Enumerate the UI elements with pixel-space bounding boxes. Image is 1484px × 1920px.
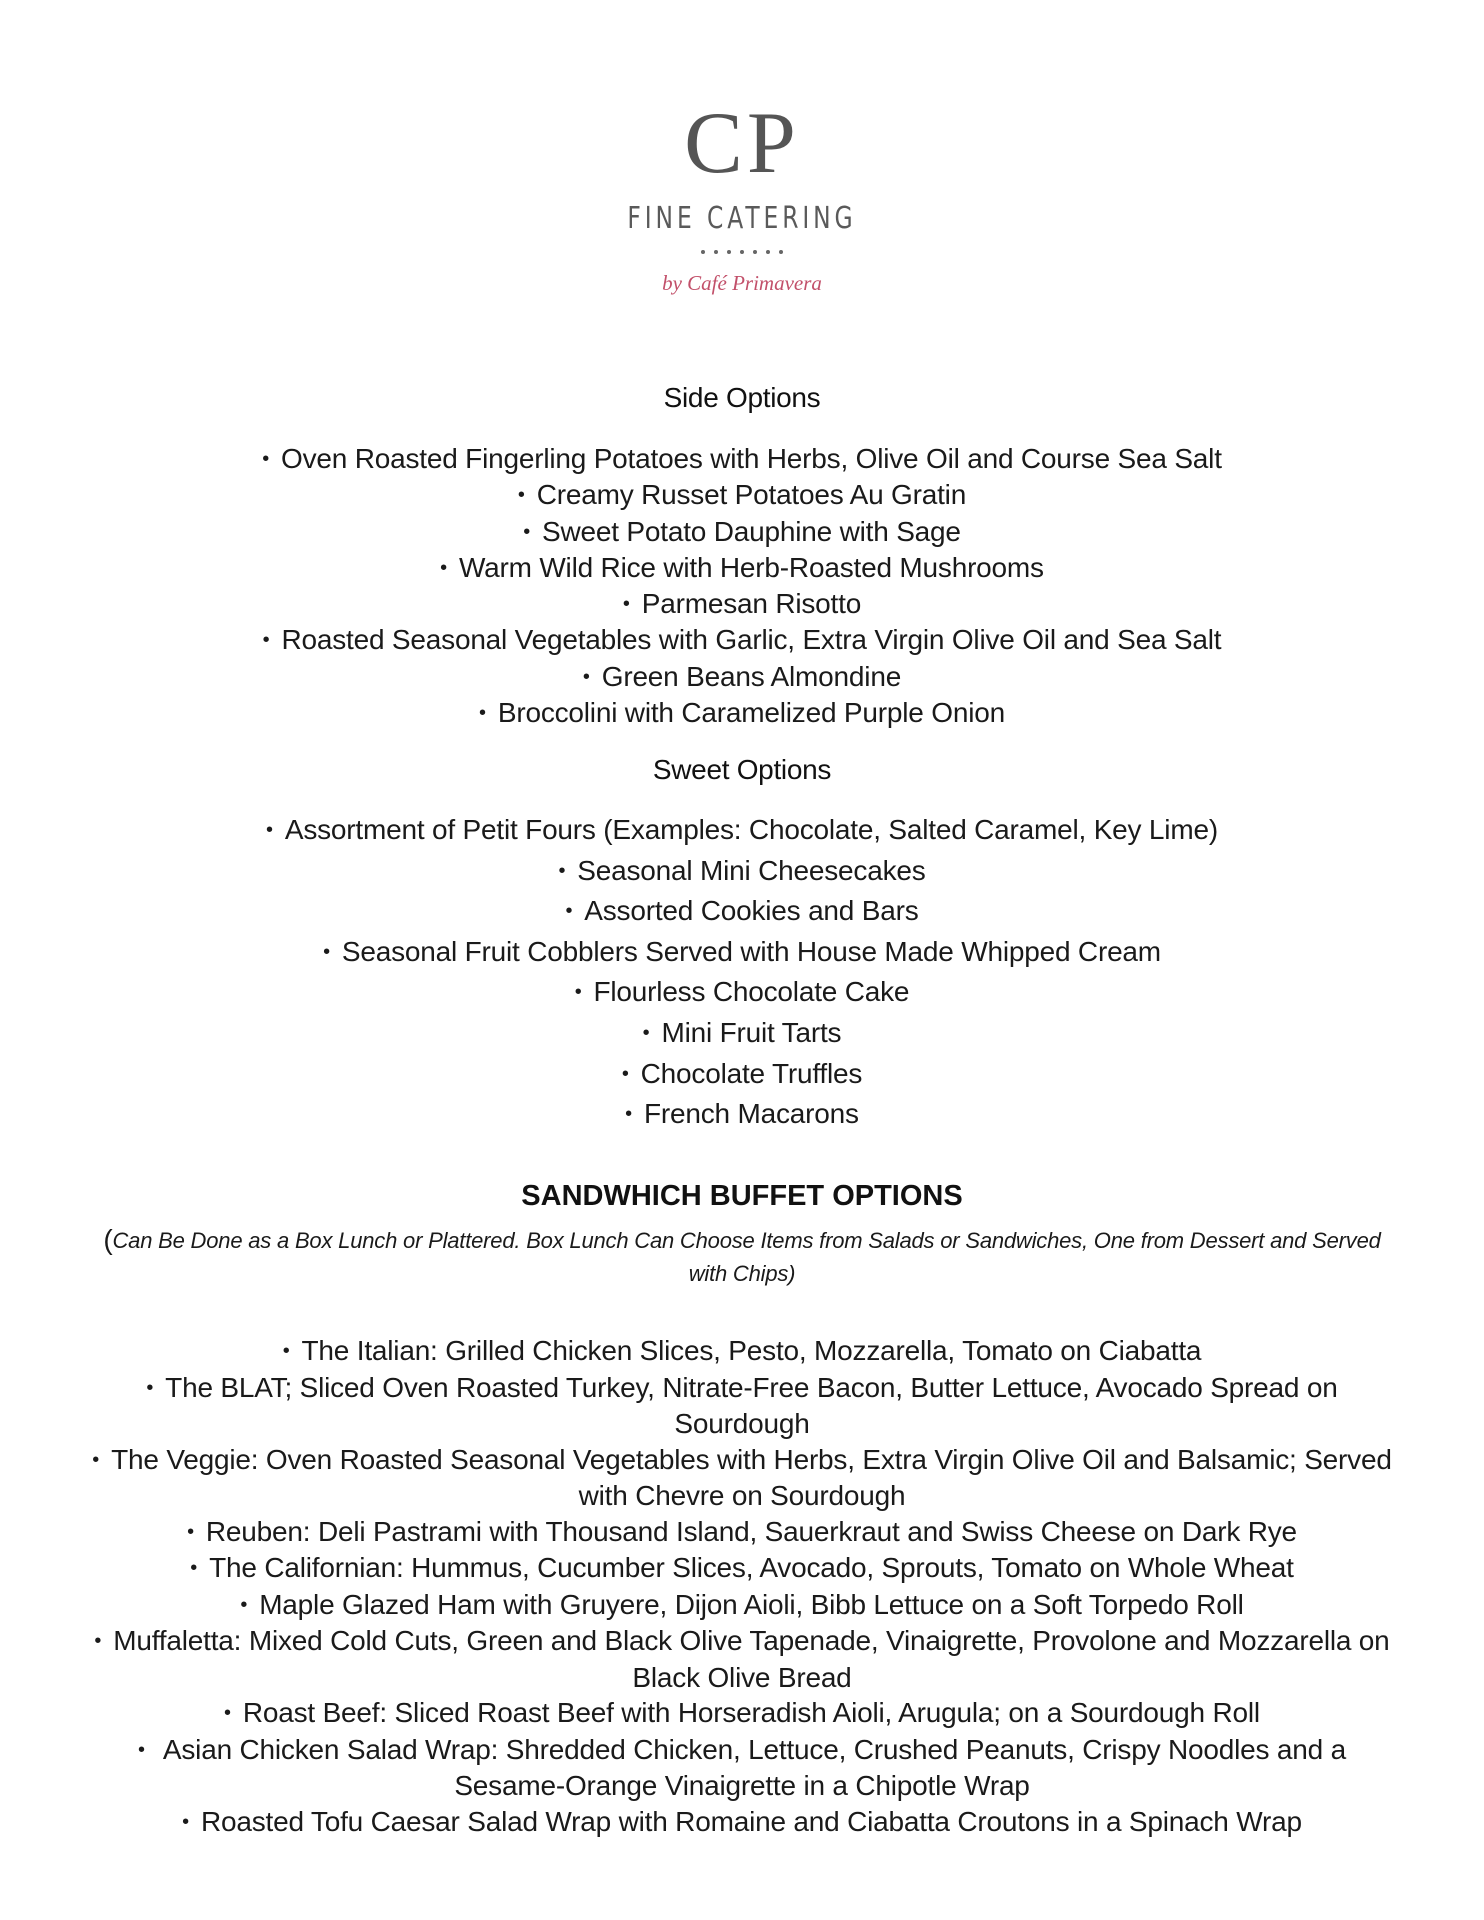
list-item: • The Italian: Grilled Chicken Slices, Pesto, Mozzarella, Tomato on Ciabatta — [90, 1333, 1394, 1370]
list-item: • Roasted Tofu Caesar Salad Wrap with Romaine and Ciabatta Croutons in a Spinach Wrap — [90, 1804, 1394, 1841]
logo-mark: CP — [684, 95, 800, 192]
note-open-paren: ( — [103, 1224, 113, 1255]
sandwich-buffet-heading: SANDWHICH BUFFET OPTIONS — [521, 1180, 963, 1212]
sweet-options-title: Sweet Options — [652, 754, 832, 785]
list-item: • Muffaletta: Mixed Cold Cuts, Green and Black Olive Tapenade, Vinaigrette, Provolone and Mozzarella on Black Olive Bread — [90, 1623, 1394, 1695]
list-item: • Assorted Cookies and Bars — [0, 891, 1484, 932]
list-item: • Asian Chicken Salad Wrap: Shredded Chicken, Lettuce, Crushed Peanuts, Crispy Noodles and a Sesame-Orange Vinaigrette in a Chipotle Wrap — [90, 1732, 1394, 1804]
list-item: • French Macarons — [0, 1094, 1484, 1135]
list-item: • Parmesan Risotto — [0, 586, 1484, 622]
note-text: Can Be Done as a Box Lunch or Plattered. Box Lunch Can Choose Items from Salads or Sandwiches, One from Dessert and Served with Chips) — [112, 1228, 1381, 1286]
list-item: • Green Beans Almondine — [0, 659, 1484, 695]
logo-script: by Café Primavera — [662, 271, 822, 295]
list-item: • Maple Glazed Ham with Gruyere, Dijon Aioli, Bibb Lettuce on a Soft Torpedo Roll — [90, 1587, 1394, 1624]
company-logo — [0, 96, 1484, 296]
list-item: • Oven Roasted Fingerling Potatoes with Herbs, Olive Oil and Course Sea Salt — [0, 441, 1484, 477]
side-options-title: Side Options — [663, 382, 821, 413]
sweet-options-list — [0, 810, 1484, 1135]
sandwich-buffet-note — [84, 1223, 1400, 1290]
sandwich-options-list — [90, 1333, 1394, 1840]
list-item: • Creamy Russet Potatoes Au Gratin — [0, 477, 1484, 513]
side-options-list — [0, 441, 1484, 731]
list-item: • The Californian: Hummus, Cucumber Slices, Avocado, Sprouts, Tomato on Whole Wheat — [90, 1550, 1394, 1587]
list-item: • Roasted Seasonal Vegetables with Garlic, Extra Virgin Olive Oil and Sea Salt — [0, 622, 1484, 658]
list-item: • Flourless Chocolate Cake — [0, 972, 1484, 1013]
list-item: • Broccolini with Caramelized Purple Onion — [0, 695, 1484, 731]
logo-dots-divider — [0, 250, 1484, 254]
list-item: • Warm Wild Rice with Herb-Roasted Mushrooms — [0, 550, 1484, 586]
list-item: • Sweet Potato Dauphine with Sage — [0, 514, 1484, 550]
list-item: • The BLAT; Sliced Oven Roasted Turkey, Nitrate-Free Bacon, Butter Lettuce, Avocado Spread on Sourdough — [90, 1370, 1394, 1442]
list-item: • Chocolate Truffles — [0, 1054, 1484, 1095]
list-item: • Seasonal Fruit Cobblers Served with House Made Whipped Cream — [0, 932, 1484, 973]
list-item: • Seasonal Mini Cheesecakes — [0, 851, 1484, 892]
list-item: • Mini Fruit Tarts — [0, 1013, 1484, 1054]
list-item: • Reuben: Deli Pastrami with Thousand Island, Sauerkraut and Swiss Cheese on Dark Rye — [90, 1514, 1394, 1551]
logo-subtitle: FINE CATERING — [627, 201, 857, 236]
list-item: • Roast Beef: Sliced Roast Beef with Horseradish Aioli, Arugula; on a Sourdough Roll — [90, 1695, 1394, 1732]
list-item: • The Veggie: Oven Roasted Seasonal Vegetables with Herbs, Extra Virgin Olive Oil and Balsamic; Served with Chevre on Sourdough — [90, 1442, 1394, 1514]
list-item: • Assortment of Petit Fours (Examples: Chocolate, Salted Caramel, Key Lime) — [0, 810, 1484, 851]
